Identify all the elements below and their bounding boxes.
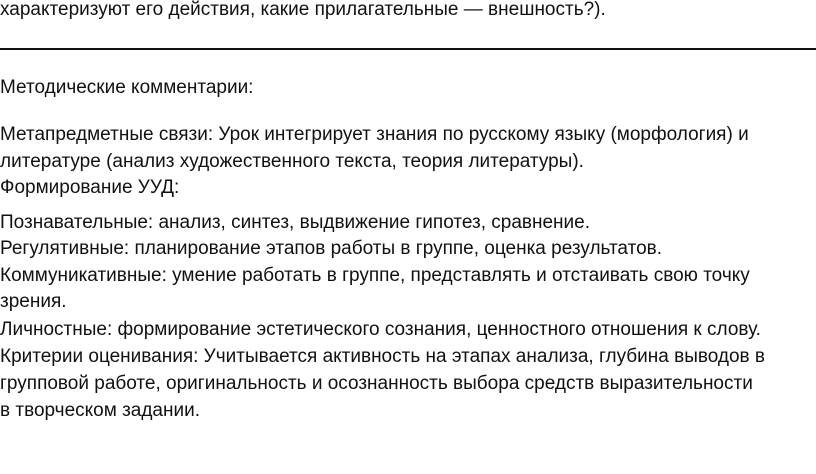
top-text-line: характеризуют его действия, какие прилагательные — внешность?). xyxy=(0,0,606,20)
regulative-line: Регулятивные: планирование этапов работы в группе, оценка результатов. xyxy=(0,238,663,259)
meta-connections-line-2: литературе (анализ художественного текста, теория литературы). xyxy=(0,151,584,172)
personal-line: Личностные: формирование эстетического сознания, ценностного отношения к слову. xyxy=(0,319,761,340)
uud-title: Формирование УУД: xyxy=(0,177,180,198)
cognitive-line: Познавательные: анализ, синтез, выдвижение гипотез, сравнение. xyxy=(0,212,591,233)
horizontal-divider xyxy=(0,48,816,50)
criteria-line-3: в творческом задании. xyxy=(0,400,201,421)
criteria-line-2: групповой работе, оригинальность и осознанность выбора средств выразительности xyxy=(0,373,753,394)
communicative-line-1: Коммуникативные: умение работать в группе, представлять и отстаивать свою точку xyxy=(0,265,750,286)
meta-connections-line-1: Метапредметные связи: Урок интегрирует знания по русскому языку (морфология) и xyxy=(0,124,749,145)
comments-heading: Методические комментарии: xyxy=(0,77,254,98)
criteria-line-1: Критерии оценивания: Учитывается активность на этапах анализа, глубина выводов в xyxy=(0,346,766,367)
communicative-line-2: зрения. xyxy=(0,291,67,312)
